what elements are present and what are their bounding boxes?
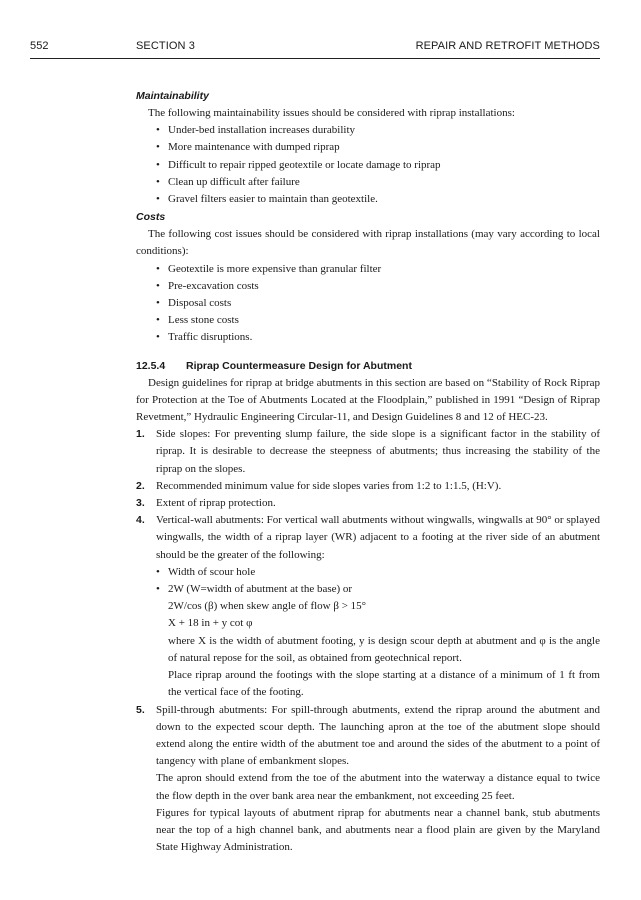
costs-heading: Costs [136,211,166,224]
list-item: • Width of scour hole [156,564,600,581]
maintainability-list [136,122,600,208]
page-number: 552 [30,40,49,52]
list-item: • Gravel filters easier to maintain than geotextile. [156,191,600,208]
list-item-5 [136,702,600,857]
body-text [136,88,600,856]
list-item: • Pre-excavation costs [156,278,600,295]
running-title: REPAIR AND RETROFIT METHODS [415,40,600,52]
formula-cos: 2W/cos (β) when skew angle of flow β > 15° [168,600,367,613]
list-item-2 [136,478,600,495]
list-item-4 [136,512,600,701]
list-item: • 2W (W=width of abutment at the base) or [156,581,600,598]
list-item-1 [136,426,600,478]
list-item: • Clean up difficult after failure [156,174,600,191]
list-item: • Under-bed installation increases durability [156,122,600,139]
item-number: 2. [136,479,145,492]
item-number: 1. [136,428,145,441]
costs-list [136,261,600,347]
item-number: 4. [136,514,145,527]
item-text: Vertical-wall abutments: For vertical wall abutments without wingwalls, wingwalls at 90° or splayed wingwalls, the width of a riprap layer (WR) adjacent to a footing at the river side of an abutment should be the greater of the following: [156,514,600,561]
formula-definitions: where X is the width of abutment footing, y is design scour depth at abutment and φ is the angle of natural repose for the soil, as obtained from geotechnical report. [168,634,600,664]
section-number: 12.5.4 [136,359,166,372]
item-text: Spill-through abutments: For spill-through abutments, extend the riprap around the abutment and down to the expected scour depth. The launching apron at the toe of the abutment slope should extend along the entire width of the abutment toe and around the sides of the abutment to a point of tangency with plane of embankment slopes. [156,703,600,768]
section-intro: Design guidelines for riprap at bridge abutments in this section are based on “Stability of Rock Riprap for Protection at the Toe of Abutments Located at the Floodplain,” published in 1991 “Design of Riprap Revetment,” Hydraulic Engineering Circular-11, and Design Guidelines 8 and 12 of HEC-23. [136,376,600,424]
maintainability-intro: The following maintainability issues should be considered with riprap installations: [148,107,515,119]
header-rule [30,58,600,59]
list-item: • Less stone costs [156,312,600,329]
list-item: • Traffic disruptions. [156,329,600,346]
item-number: 3. [136,497,145,510]
list-item: • Disposal costs [156,295,600,312]
item-text: Extent of riprap protection. [156,497,276,510]
maintainability-heading: Maintainability [136,90,209,102]
list-item: • More maintenance with dumped riprap [156,139,600,156]
formula-cot: X + 18 in + y cot φ [168,617,253,630]
item-text-p3: Figures for typical layouts of abutment riprap for abutments near a channel bank, stub abutments near the top of a high channel bank, and abutments near a flood plain are given by the Maryland State Highway Administration. [156,806,600,854]
placement-note: Place riprap around the footings with the slope starting at a distance of a minimum of 1 ft from the vertical face of the footing. [168,669,600,699]
item-text: Side slopes: For preventing slump failure, the side slope is a significant factor in the stability of riprap. It is desirable to decrease the steepness of abutments; thus increasing the stability of the riprap on the slopes. [156,428,600,475]
list-item: • Difficult to repair ripped geotextile or locate damage to riprap [156,157,600,174]
section-title: Riprap Countermeasure Design for Abutment [186,359,412,372]
running-section: SECTION 3 [136,40,195,52]
item-text: Recommended minimum value for side slopes varies from 1:2 to 1:1.5, (H:V). [156,479,502,492]
list-item-3 [136,495,600,512]
costs-intro: The following cost issues should be considered with riprap installations (may vary according to local conditions): [136,228,600,258]
item4-bullets [156,564,600,598]
item-number: 5. [136,703,145,716]
item-text-p2: The apron should extend from the toe of the abutment into the waterway a distance equal to twice the flow depth in the over bank area near the embankment, not exceeding 25 feet. [156,772,600,802]
list-item: • Geotextile is more expensive than granular filter [156,261,600,278]
design-guidelines-list [136,426,600,856]
section-heading [136,357,600,375]
